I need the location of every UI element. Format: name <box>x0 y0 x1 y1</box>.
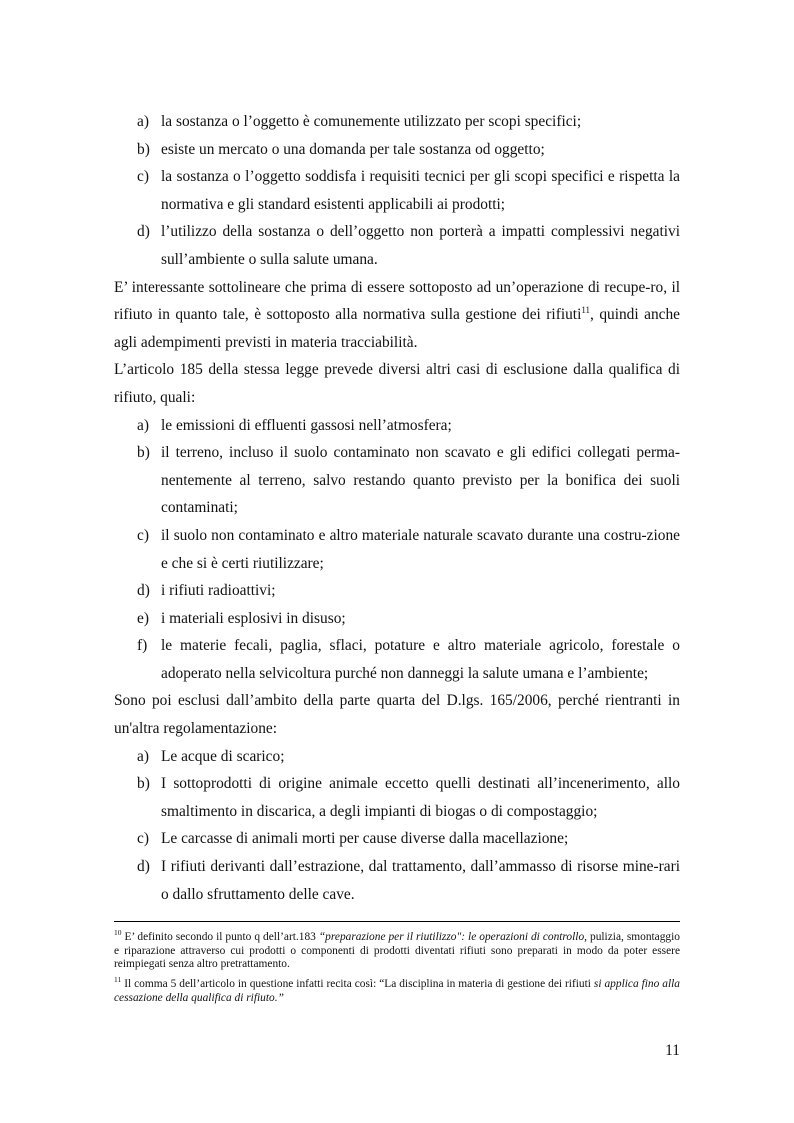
list-marker: d) <box>137 858 150 876</box>
list-item-text: Le acque di scarico; <box>161 747 285 765</box>
list-item-text: i materiali esplosivi in disuso; <box>161 609 346 627</box>
list-exclusions <box>114 412 680 688</box>
list-marker: a) <box>137 416 149 434</box>
list-item-text: I sottoprodotti di origine animale eccetto quelli destinati all’incenerimento, allo smaltimento in discarica, a degli impianti di biogas o di compostaggio; <box>161 775 680 820</box>
list-item-text: il suolo non contaminato e altro materiale naturale scavato durante una costru-zione e che si è certi riutilizzare; <box>161 526 680 572</box>
list-item <box>114 853 680 908</box>
footnote-text: pulizia, smontaggio e riparazione attraverso cui prodotti o componenti di prodotti diventati rifiuti sono preparati in modo da poter essere reimpiegati senza altro pretrattamento. <box>114 931 680 971</box>
list-item-text: la sostanza o l’oggetto soddisfa i requisiti tecnici per gli scopi specifici e rispetta la normativa e gli standard esistenti applicabili ai prodotti; <box>161 168 680 213</box>
footnote-text: E’ definito secondo il punto q dell’art.183 <box>121 931 319 943</box>
list-item-text: le emissioni di effluenti gassosi nell’atmosfera; <box>161 416 452 434</box>
list-marker: c) <box>137 830 149 848</box>
footnote-separator <box>114 921 680 922</box>
list-marker: f) <box>137 637 148 655</box>
list-item-text: i rifiuti radioattivi; <box>161 582 276 600</box>
list-item <box>114 632 680 687</box>
list-item-text: la sostanza o l’oggetto è comunemente utilizzato per scopi specifici; <box>161 113 582 130</box>
list-item <box>114 577 680 605</box>
footnote-text: Il comma 5 dell’articolo in questione infatti recita così: “La disciplina in materia di gestione dei rifiuti <box>121 978 594 990</box>
list-item <box>114 522 680 577</box>
list-item <box>114 743 680 771</box>
list-marker: e) <box>137 609 149 627</box>
paragraph-text: , quindi anche agli adempimenti previsti in materia tracciabilità. <box>114 306 680 351</box>
list-item <box>114 108 680 136</box>
footnote-quote: “preparazione per il riutilizzo": le operazioni di controllo, <box>318 931 588 943</box>
footnote-number: 11 <box>114 975 122 985</box>
page-body <box>114 108 680 908</box>
footnote-number: 10 <box>114 928 122 938</box>
list-item <box>114 825 680 853</box>
footnote-11 <box>114 975 681 1005</box>
list-marker: b) <box>137 140 150 158</box>
page-number: 11 <box>665 1042 680 1059</box>
paragraph-esclusi: Sono poi esclusi dall’ambito della parte quarta del D.lgs. 165/2006, perché rientranti in un'altra regolamentazione: <box>114 692 680 738</box>
footnote-quote: si applica fino alla cessazione della qualifica di rifiuto.” <box>114 978 681 1004</box>
footnote-10 <box>114 928 680 972</box>
list-item-text: I rifiuti derivanti dall’estrazione, dal trattamento, dall’ammasso di risorse mine-rari o dallo sfruttamento delle cave. <box>161 858 680 903</box>
footnote-ref[interactable]: 11 <box>581 305 591 316</box>
list-item <box>114 770 680 825</box>
list-marker: b) <box>137 775 150 793</box>
paragraph-articolo-185: L’articolo 185 della stessa legge prevede diversi altri casi di esclusione dalla qualifica di rifiuto, quali: <box>114 361 680 406</box>
list-item-text: le materie fecali, paglia, sflaci, potature e altro materiale agricolo, forestale o adoperato nella selvicoltura purché non danneggi la salute umana e l’ambiente; <box>161 637 680 682</box>
list-item-text: l’utilizzo della sostanza o dell’oggetto non porterà a impatti complessivi negativi sull’ambiente o sulla salute umana. <box>161 223 680 268</box>
list-criteria <box>114 108 680 274</box>
list-marker: c) <box>137 168 149 186</box>
paragraph-recupero <box>114 274 680 357</box>
list-marker: a) <box>137 747 149 765</box>
list-marker: b) <box>137 444 150 462</box>
paragraph-text: E’ interessante sottolineare che prima di essere sottoposto ad un’operazione di recupe-ro, il rifiuto in quanto tale, è sottoposto alla normativa sulla gestione dei rifiuti <box>114 278 680 324</box>
list-item <box>114 605 680 633</box>
list-marker: d) <box>137 223 150 241</box>
list-marker: a) <box>137 113 149 130</box>
list-other-regulation <box>114 743 680 909</box>
list-item <box>114 412 680 440</box>
list-item-text: esiste un mercato o una domanda per tale sostanza od oggetto; <box>161 140 545 158</box>
list-marker: c) <box>137 526 149 544</box>
list-marker: d) <box>137 582 150 600</box>
list-item-text: Le carcasse di animali morti per cause diverse dalla macellazione; <box>161 830 569 848</box>
list-item <box>114 163 680 218</box>
list-item <box>114 136 680 164</box>
list-item-text: il terreno, incluso il suolo contaminato non scavato e gli edifici collegati perma-nentemente al terreno, salvo restando quanto previsto per la bonifica dei suoli contaminati; <box>161 444 680 517</box>
list-item <box>114 439 680 522</box>
list-item <box>114 218 680 273</box>
